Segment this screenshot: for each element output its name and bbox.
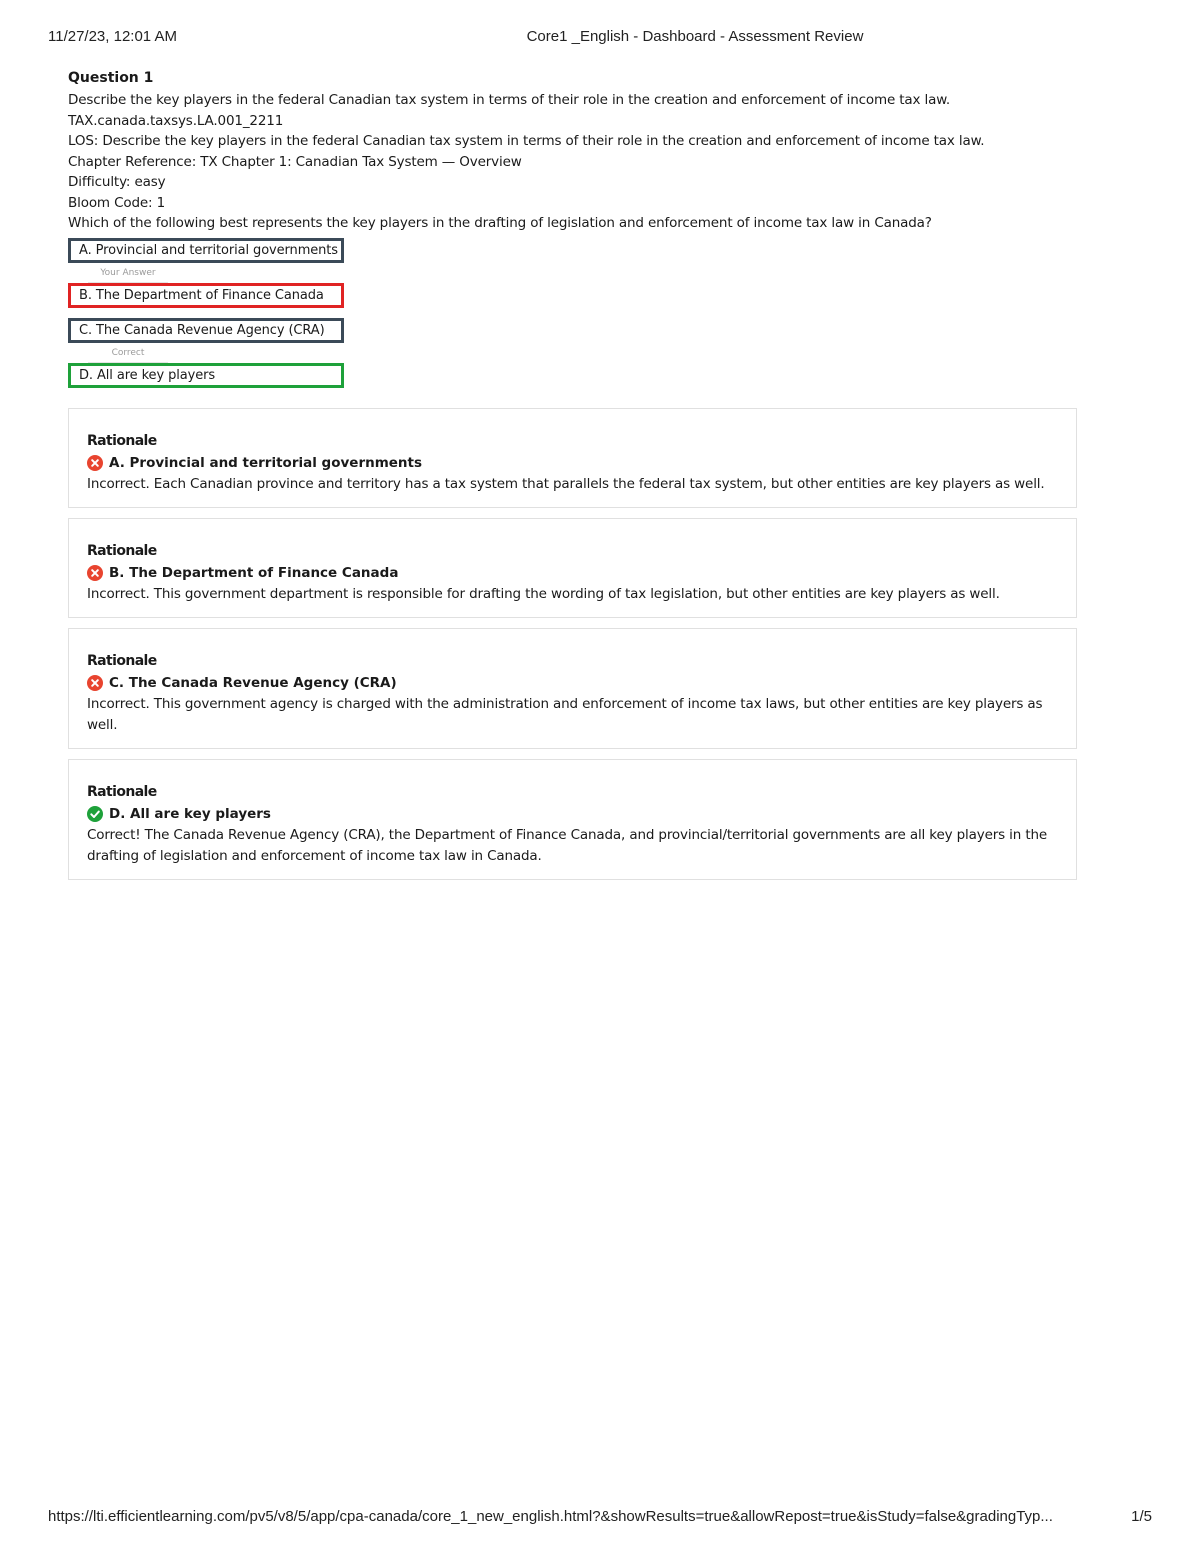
rationale-choice-label: C. The Canada Revenue Agency (CRA)	[109, 674, 397, 691]
rationale-card-d	[68, 759, 1077, 880]
option-c[interactable]: C. The Canada Revenue Agency (CRA)	[68, 318, 344, 343]
rationale-choice-label: B. The Department of Finance Canada	[109, 564, 399, 581]
rationale-choice	[87, 804, 1058, 825]
option-a[interactable]: A. Provincial and territorial governments	[68, 238, 344, 263]
rationale-heading: Rationale	[87, 432, 157, 449]
rationale-text: Correct! The Canada Revenue Agency (CRA), the Department of Finance Canada, and provincial/territorial governments are all key players in the drafting of legislation and enforcement of income tax law in Canada.	[87, 826, 1048, 864]
question-los: LOS: Describe the key players in the federal Canadian tax system in terms of their role in the creation and enforcement of income tax law.	[68, 133, 985, 149]
question-bloom-code: Bloom Code: 1	[68, 194, 166, 211]
rationale-text: Incorrect. This government agency is charged with the administration and enforcement of income tax laws, but other entities are key players as well.	[87, 695, 1043, 733]
rationale-heading: Rationale	[87, 652, 157, 669]
correct-check-icon	[87, 806, 103, 822]
rationale-card-a	[68, 408, 1077, 508]
your-answer-label: Your Answer	[88, 263, 168, 283]
rationale-card-c	[68, 628, 1077, 749]
question-id: TAX.canada.taxsys.LA.001_2211	[68, 112, 284, 129]
rationale-choice	[87, 673, 1058, 694]
assessment-review	[68, 68, 1078, 890]
answer-options	[68, 238, 1078, 388]
question-chapter-reference: Chapter Reference: TX Chapter 1: Canadian Tax System — Overview	[68, 153, 522, 170]
incorrect-icon	[87, 565, 103, 581]
print-url: https://lti.efficientlearning.com/pv5/v8/5/app/cpa-canada/core_1_new_english.html?&showResults=true&allowRepost=true&isStudy=false&gradingTyp...	[48, 1508, 1053, 1525]
print-datetime: 11/27/23, 12:01 AM	[48, 28, 177, 45]
question-difficulty: Difficulty: easy	[68, 174, 166, 190]
print-page-title: Core1 _English - Dashboard - Assessment Review	[526, 28, 864, 45]
question-objective: Describe the key players in the federal Canadian tax system in terms of their role in the creation and enforcement of income tax law.	[68, 92, 951, 108]
question-stem: Which of the following best represents the key players in the drafting of legislation and enforcement of income tax law in Canada?	[68, 215, 932, 231]
rationale-choice-label: A. Provincial and territorial governments	[109, 454, 423, 471]
rationale-text: Incorrect. This government department is responsible for drafting the wording of tax legislation, but other entities are key players as well.	[87, 585, 1000, 602]
rationale-choice	[87, 563, 1058, 584]
page-number: 1/5	[1131, 1508, 1152, 1525]
incorrect-icon	[87, 675, 103, 691]
question-title: Question 1	[68, 70, 154, 86]
rationale-choice-label: D. All are key players	[109, 805, 271, 822]
correct-label: Correct	[88, 343, 168, 363]
option-b[interactable]: B. The Department of Finance Canada	[68, 283, 344, 308]
incorrect-icon	[87, 455, 103, 471]
print-header	[48, 28, 1152, 48]
rationale-heading: Rationale	[87, 542, 157, 559]
rationale-text: Incorrect. Each Canadian province and territory has a tax system that parallels the federal tax system, but other entities are key players as well.	[87, 475, 1045, 492]
print-footer	[48, 1508, 1152, 1528]
rationale-choice	[87, 453, 1058, 474]
option-d[interactable]: D. All are key players	[68, 363, 344, 388]
rationale-heading: Rationale	[87, 783, 157, 800]
rationale-card-b	[68, 518, 1077, 618]
